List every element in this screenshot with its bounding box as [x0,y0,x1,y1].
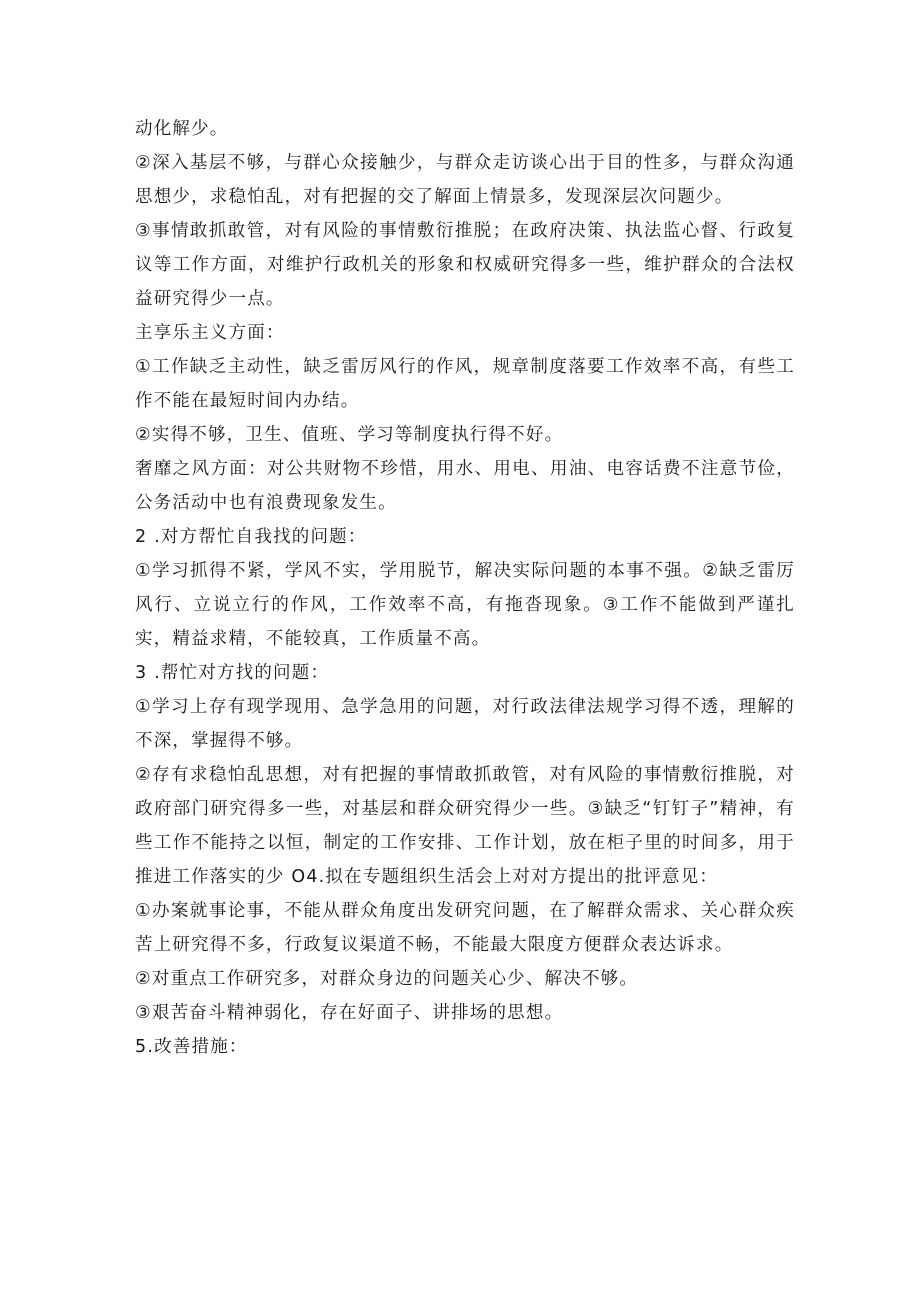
paragraph: ①学习上存有现学现用、急学急用的问题，对行政法律法规学习得不透，理解的不深，掌握得不够。 [135,697,795,751]
paragraph: ①工作缺乏主动性，缺乏雷厉风行的作风，规章制度落要工作效率不高，有些工作不能在最短时间内办结。 [135,357,795,411]
paragraph: 奢靡之风方面：对公共财物不珍惜，用水、用电、用油、电容话费不注意节俭，公务活动中也有浪费现象发生。 [135,459,795,513]
section-heading: 2 .对方帮忙自我找的问题： [135,527,367,547]
section-heading: 3 .帮忙对方找的问题： [135,663,330,683]
paragraph: ③事情敢抓敢管，对有风险的事情敷衍推脱；在政府决策、执法监心督、行政复议等工作方面，对维护行政机关的形象和权威研究得多一些，维护群众的合法权益研究得少一点。 [135,221,795,309]
section-heading: 主享乐主义方面： [135,323,285,343]
document-body [135,112,795,1064]
paragraph: ③艰苦奋斗精神弱化，存在好面子、讲排场的思想。 [135,1003,564,1023]
paragraph: 动化解少。 [135,119,229,139]
paragraph: ②深入基层不够，与群心众接触少，与群众走访谈心出于目的性多，与群众沟通思想少，求稳怕乱，对有把握的交了解面上情景多，发现深层次问题少。 [135,153,795,207]
section-heading: 5.改善措施： [135,1037,248,1057]
paragraph: ②对重点工作研究多，对群众身边的问题关心少、解决不够。 [135,969,639,989]
paragraph: ②存有求稳怕乱思想，对有把握的事情敢抓敢管，对有风险的事情敷衍推脱，对政府部门研究得多一些，对基层和群众研究得少一些。③缺乏“钉钉子”精神，有些工作不能持之以恒，制定的工作安排、工作计划，放在柜子里的时间多，用于推进工作落实的少 O4.拟在专题组织生活会上对对方提出的批评意见： [135,765,795,887]
paragraph: ②实得不够，卫生、值班、学习等制度执行得不好。 [135,425,564,445]
paragraph: ①学习抓得不紧，学风不实，学用脱节，解决实际问题的本事不强。②缺乏雷厉风行、立说立行的作风，工作效率不高，有拖沓现象。③工作不能做到严谨扎实，精益求精，不能较真，工作质量不高。 [135,561,795,649]
paragraph: ①办案就事论事，不能从群众角度出发研究问题，在了解群众需求、关心群众疾苦上研究得不多，行政复议渠道不畅，不能最大限度方便群众表达诉求。 [135,901,795,955]
